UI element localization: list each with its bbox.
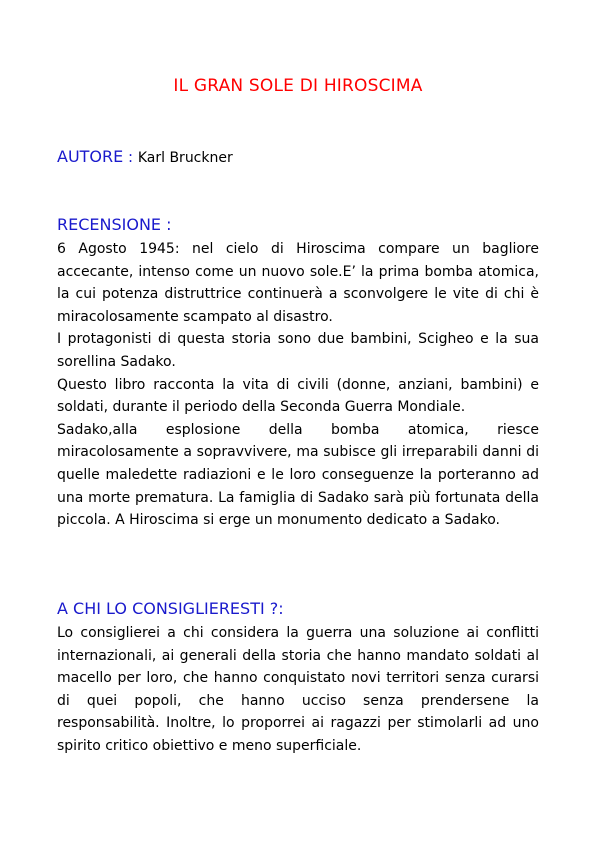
recommendation-heading: A CHI LO CONSIGLIERESTI ?: [57,599,284,618]
document-title: IL GRAN SOLE DI HIROSCIMA [173,76,423,96]
review-paragraph: I protagonisti di questa storia sono due bambini, Scigheo e la sua sorellina Sadako. [57,331,539,370]
author-line [57,147,233,166]
review-body [57,238,539,532]
review-paragraph: Sadako,alla esplosione della bomba atomica, riesce miracolosamente a sopravvivere, ma subisce gli irreparabili danni di quelle maledette radiazioni e le loro conseguenze la porteranno ad una morte prematura. La famiglia di Sadako sarà più fortunata della piccola. A Hiroscima si erge un monumento dedicato a Sadako. [57,421,539,529]
author-name: Karl Bruckner [137,150,233,166]
recommendation-paragraph: Lo consiglierei a chi considera la guerra una soluzione ai conflitti internazionali, ai generali della storia che hanno mandato soldati al macello per loro, che hanno conquistato novi territori senza curarsi di quei popoli, che hanno ucciso senza prendersene la responsabilità. Inoltre, lo proporrei ai ragazzi per stimolarli ad uno spirito critico obiettivo e meno superficiale. [57,625,539,754]
review-heading: RECENSIONE : [57,215,172,234]
author-label: AUTORE [57,147,124,166]
review-paragraph: Questo libro racconta la vita di civili (donne, anziani, bambini) e soldati, durante il periodo della Seconda Guerra Mondiale. [57,376,539,416]
recommendation-body [57,622,539,758]
author-separator: : [123,148,138,166]
review-paragraph: 6 Agosto 1945: nel cielo di Hiroscima compare un bagliore accecante, intenso come un nuovo sole.E’ la prima bomba atomica, la cui potenza distruttrice continuerà a sconvolgere le vite di chi è miracolosamente scampato al disastro. [57,241,539,325]
